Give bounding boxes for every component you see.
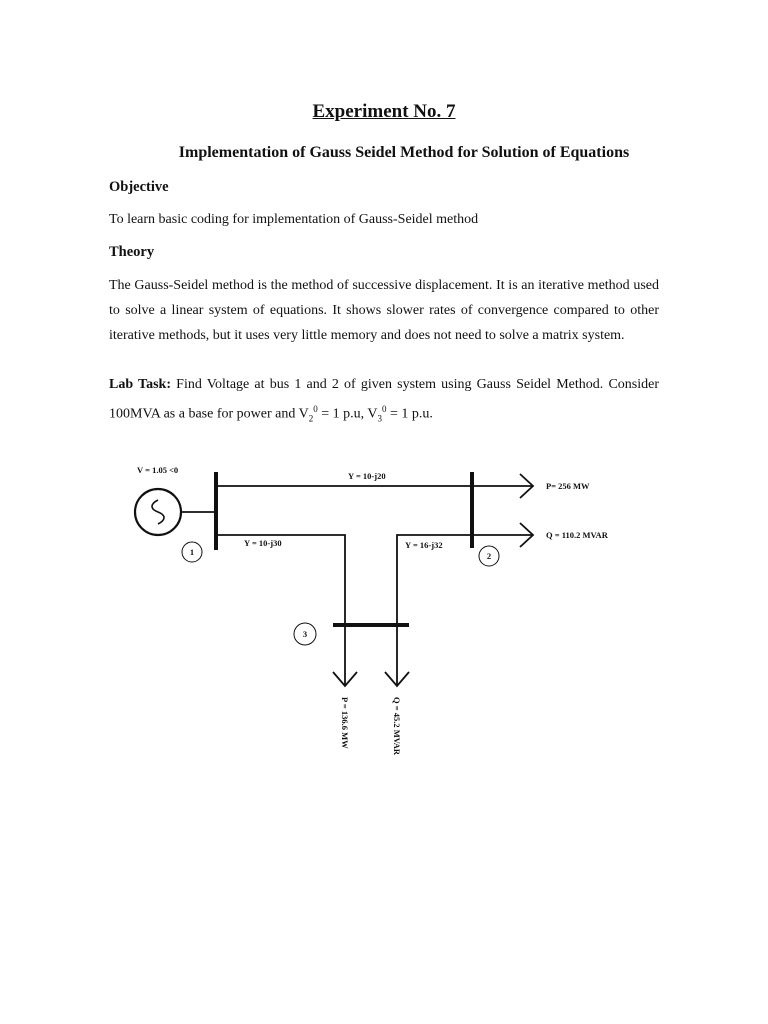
bus-2-p-label: P= 256 MW [546, 481, 590, 491]
line-1-2-admittance-label: Y = 10-j20 [348, 471, 386, 481]
theory-heading: Theory [109, 244, 155, 260]
objective-heading: Objective [109, 179, 169, 195]
bus-3-q-label: Q = 45.2 MVAR [392, 697, 402, 756]
bus-1-label: 1 [189, 547, 195, 557]
v2-subscript: 2 [308, 413, 314, 424]
bus-3-label: 3 [302, 629, 308, 639]
bus-3-p-label: P = 136.6 MW [340, 697, 350, 749]
theory-line: iterative methods, but it uses very little memory and does not need to solve a matrix system. [109, 328, 625, 343]
objective-line: To learn basic coding for implementation of Gauss-Seidel method [109, 212, 479, 227]
theory-line: to solve a linear system of equations. It shows slower rates of convergence compared to other [109, 303, 659, 318]
v3-subscript: 3 [377, 413, 382, 424]
generator-sine-icon [152, 500, 164, 524]
line-2-3-admittance-label: Y = 16-j32 [405, 540, 443, 550]
lab-task-label: Lab Task: [109, 377, 171, 392]
lab-task-paragraph [109, 372, 659, 431]
theory-line: The Gauss-Seidel method is the method of successive displacement. It is an iterative method used [109, 278, 659, 293]
experiment-title: Experiment No. 7 [312, 101, 456, 122]
experiment-subtitle: Implementation of Gauss Seidel Method for Solution of Equations [178, 144, 630, 161]
objective-text [109, 207, 659, 232]
v2-superscript: 0 [313, 404, 318, 414]
bus-2-label: 2 [486, 551, 492, 561]
power-system-diagram [0, 450, 768, 780]
line-1-3-admittance-label: Y = 10-j30 [244, 538, 282, 548]
lab-task-text: = 1 p.u. [386, 406, 433, 422]
lab-task-text: Find Voltage at bus 1 and 2 of given system using Gauss Seidel Method. Consider [171, 377, 660, 392]
lab-task-line [109, 372, 659, 397]
line-1-3 [216, 535, 345, 625]
bus-2-q-label: Q = 110.2 MVAR [546, 530, 608, 540]
generator-voltage-label: V = 1.05 <0 [137, 465, 179, 475]
lab-task-line [109, 397, 659, 431]
theory-paragraph [109, 273, 659, 348]
lab-task-text: 100MVA as a base for power and V [109, 406, 309, 422]
v3-superscript: 0 [382, 404, 387, 414]
lab-task-text: = 1 p.u, V [317, 406, 378, 422]
